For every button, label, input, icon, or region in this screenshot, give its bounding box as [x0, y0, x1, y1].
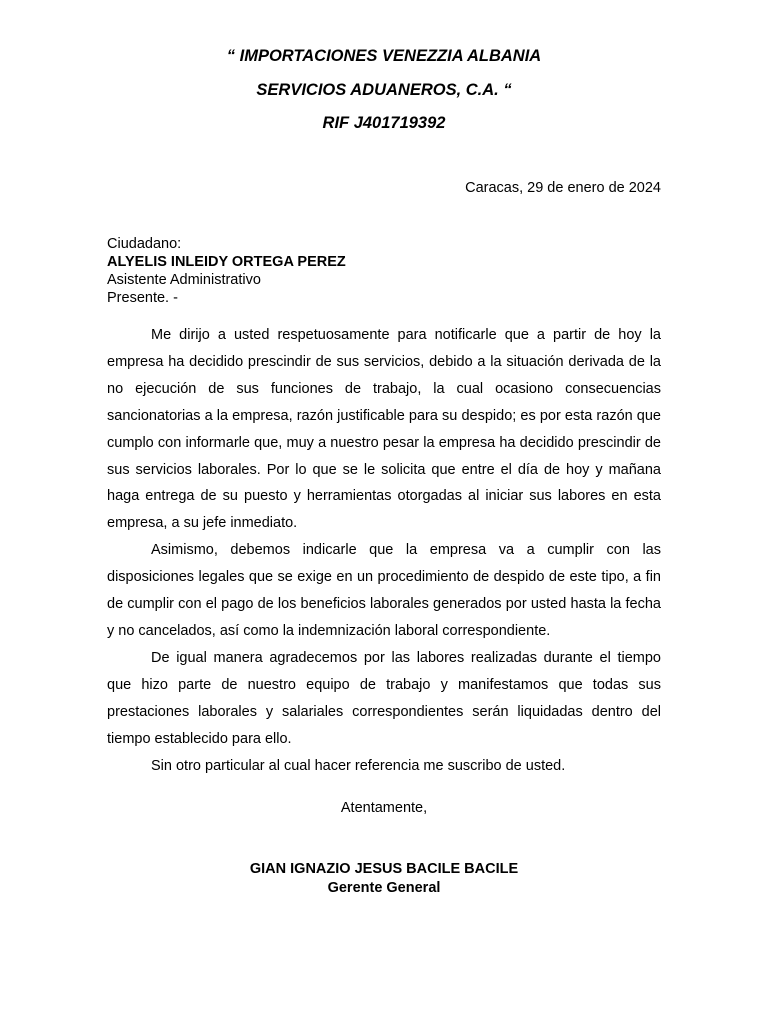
- company-rif: RIF J401719392: [322, 114, 446, 132]
- company-name-line-2: SERVICIOS ADUANEROS, C.A. “: [256, 81, 512, 99]
- addressee-presente: Presente. -: [107, 290, 178, 306]
- body-paragraph-4: Sin otro particular al cual hacer referencia me suscribo de usted.: [151, 757, 566, 774]
- company-name-line-1: “ IMPORTACIONES VENEZZIA ALBANIA: [226, 47, 542, 65]
- letter-body: [107, 322, 661, 779]
- addressee-name: ALYELIS INLEIDY ORTEGA PEREZ: [107, 254, 346, 270]
- body-paragraph-2: Asimismo, debemos indicarle que la empresa va a cumplir con las disposiciones legales que se exige en un procedimiento de despido de este tipo, a fin de cumplir con el pago de los beneficios laborales generados por usted hasta la fecha y no cancelados, así como la indemnización laboral correspondiente.: [107, 542, 661, 639]
- signature-name: GIAN IGNAZIO JESUS BACILE BACILE: [249, 861, 519, 877]
- signature-title: Gerente General: [327, 880, 441, 896]
- letter-date: Caracas, 29 de enero de 2024: [465, 180, 661, 196]
- addressee-salutation: Ciudadano:: [107, 236, 182, 252]
- body-paragraph-1: Me dirijo a usted respetuosamente para notificarle que a partir de hoy la empresa ha decidido prescindir de sus servicios, debido a la situación derivada de la no ejecución de sus funciones de trabajo, la cual ocasiono consecuencias sancionatorias a la empresa, razón justificable para su despido; es por esta razón que cumplo con informarle que, muy a nuestro pesar la empresa ha decidido prescindir de sus servicios laborales. Por lo que se le solicita que entre el día de hoy y mañana haga entrega de su puesto y herramientas otorgadas al iniciar sus labores en esta empresa, a su jefe inmediato.: [107, 327, 661, 532]
- body-paragraph-3: De igual manera agradecemos por las labores realizadas durante el tiempo que hizo parte de nuestro equipo de trabajo y manifestamos que todas sus prestaciones laborales y salariales correspondientes serán liquidadas dentro del tiempo establecido para ello.: [107, 649, 661, 747]
- farewell: Atentamente,: [340, 800, 428, 816]
- addressee-position: Asistente Administrativo: [107, 272, 261, 288]
- signature-block: [0, 860, 768, 898]
- addressee-block: [107, 235, 346, 307]
